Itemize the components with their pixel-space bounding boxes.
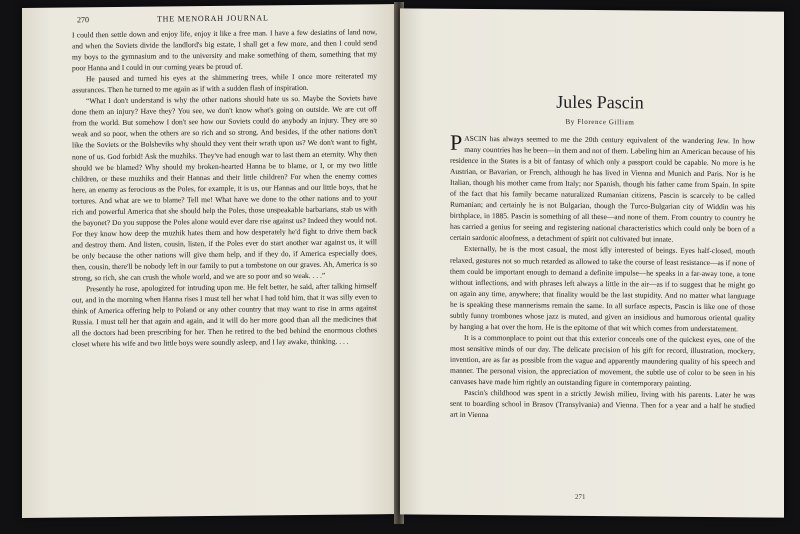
article-byline: By Florence Gilliam: [565, 117, 635, 127]
left-page-body: [72, 26, 377, 350]
drop-cap: P: [450, 129, 463, 155]
open-book: [22, 6, 784, 518]
paragraph: Externally, he is the most casual, the most idly interested of beings. Eyes half-closed, mouth relaxed, gestures not so much retarded as allowed to take the course of least resistance—as if none of them could be important enough to demand a definite impulse—he speaks in a far-away tone, a tone without inflections, and with phrases left always a little in the air—as if to suggest that he might go on again any time, anywhere; that finality would be the last stupidity. And no matter what language he is speaking these mannerisms remain the same. In all surface aspects, Pascin is like one of those subtly funny trombones whose jazz is muted, and given an insidious and humorous oriental quality by hanging a hat over the horn. He is the epitome of that wit which comes from understatement.: [450, 244, 755, 334]
paragraph: PASCIN has always seemed to me the 20th century equivalent of the wandering Jew. In how many countries has he been—in them and not of them. Labeling him an American because of his residence in the States is a bit of fantasy of which only a passport could be capable. No more is he Austrian, or Bavarian, or French, although he has lived in Vienna and Munich and Paris. Nor is he Italian, though his mother came from Italy; nor Spanish, though his father came from Spain. In spite of the fact that his family became naturalized Rumanian citizens, Pascin is scarcely to be called Rumanian; and certainly he is not Bulgarian, though the Turco-Bulgarian city of Widdin was his birthplace, in 1885. Pascin is something of all these—and none of them. From country to country he has carried a genius for seeing and registering national characteristics which could only be born of a certain sardonic aloofness, a detachment of spirit not cultivated but innate.: [450, 129, 755, 245]
article-title: Jules Pascin: [556, 91, 644, 113]
running-head: THE MENORAH JOURNAL: [157, 13, 269, 24]
right-page-body: [450, 129, 755, 423]
paragraph: Presently he rose, apologized for intruding upon me. He felt better, he said, after talking himself out, and in the morning when Hanna rises I must tell her what I had told him, that it was silly even to think of America offering help to Poland or any other country that may want to rise in arms against Russia. I must tell her that again and again, and it will do her more good than all the medicines that all the doctors had been prescribing for her. Then he retired to the bed behind the enormous clothes closet where his wife and two little boys were soundly asleep, and I lay awake, thinking. . . .: [72, 281, 377, 349]
paragraph: It is a commonplace to point out that this exterior conceals one of the quickest eyes, one of the most sensitive minds of our day. The delicate precision of his gift for record, illustration, mockery, invention, are as far as possible from the vague and apparently maundering quality of his speech and manner. The personal vision, the appreciation of movement, the subtle use of color to be seen in his canvases have made him rightly an outstanding figure in contemporary painting.: [450, 332, 755, 388]
paragraph: He paused and turned his eyes at the shimmering trees, while I once more reiterated my assurances. Then he turned to me again as if with a sudden flash of inspiration.: [72, 71, 377, 95]
left-page: [22, 4, 397, 518]
left-page-number: 270: [77, 15, 89, 25]
left-page-header: [77, 12, 377, 25]
right-page-number: 271: [575, 492, 586, 501]
right-page: [400, 8, 784, 517]
paragraph: Pascin's childhood was spent in a strictly Jewish milieu, living with his parents. Later he was sent to boarding school in Brasov (Transylvania) and Vienna. Then for a year and a half he studied art in Vienna: [450, 387, 755, 420]
paragraph: “What I don't understand is why the other nations should hate us so. Maybe the Soviets have done them an injury? Have they? You see, we don't know what's going on outside. We are cut off from the world. But somehow I don't see how our Soviets could do anybody an injury. They are so weak and so poor, when the others are so rich and so strong. And besides, if the other nations don't like the Soviets or the Bolsheviks why should they vent their wrath upon us? We don't want to fight, none of us. God forbid! Ask the muzhiks. They've had enough war to last them an eternity. Why then should we be blamed? Why should my broken-hearted Hanna be to blame, or I, or my two little children, or these muzhiks and their Hannas and their little children? For when the enemy comes here, an enemy as ferocious as the Poles, for example, it is us, our Hannas and our little boys, that he tortures. And what are we to blame? Tell me! What have we done to the other nations and to your rich and powerful America that she should help the Poles, those unspeakable barbarians, stab us with the bayonet? Do you suppose the Poles alone would ever dare rise against us? Indeed they would not. For they know how deep the muzhik hates them and how desperately he'd fight to drive them back and destroy them. And listen, cousin, listen, if the Poles ever do start another war against us, it will be only because the other nations will give them help, and if they do, if America especially does, then, cousin, there'll be nobody left in our family to put a tombstone on our graves. Ah, America is so strong, so rich, she can crush the whole world, and we are so poor and so weak. . . .”: [72, 93, 377, 283]
paragraph: I could then settle down and enjoy life, enjoy it like a free man. I have a few desiatins of land now, and when the Soviets divide the landlord's big estate, I shall get a few more, and then I could send my boys to the gymnasium and to the university and make something of them, something that my poor Hanna and I could in our coming years be proud of.: [72, 27, 377, 73]
